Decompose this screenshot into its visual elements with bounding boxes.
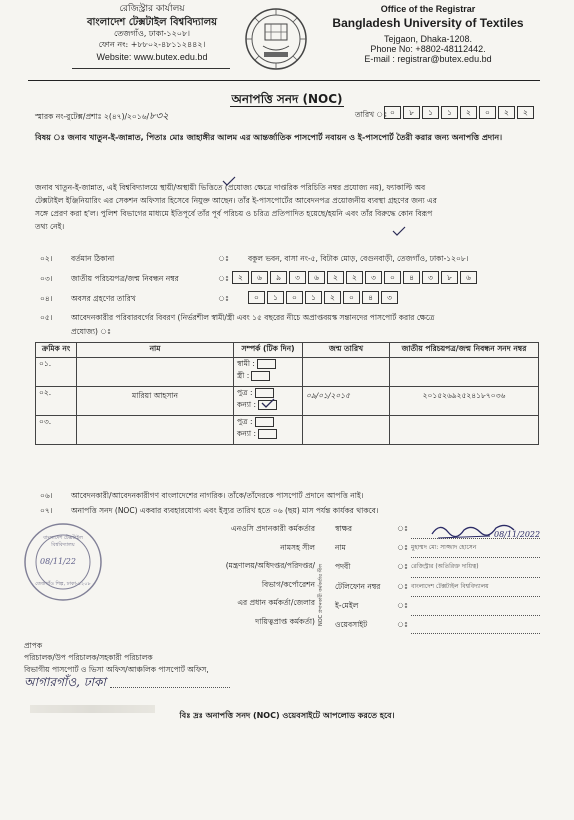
sign-colon: ঃ xyxy=(397,601,409,610)
office-bn: রেজিস্ট্রার কার্যালয় xyxy=(119,4,185,14)
sign-field-label: স্বাক্ষর xyxy=(335,524,352,533)
digit-box: ৩ xyxy=(422,271,439,284)
memo-number: স্মারক নং-বুটেক্স/প্রশাঃ ২(৪৭)/২০১৬/ xyxy=(35,112,150,121)
digit-box: ১ xyxy=(267,291,284,304)
relation-checkbox[interactable] xyxy=(258,429,277,439)
relation-label: কন্যা : xyxy=(237,429,256,438)
digit-box: ৩ xyxy=(289,271,306,284)
stamp-line: বাংলাদেশ টেক্সটাইল xyxy=(43,535,83,541)
field-label-family: আবেদনকারীর পরিবারবর্গের বিবরণ (নির্ভরশীল স্বামী/স্ত্রী এবং ১৫ বছরের নীচে অপ্রাপ্তবয়স্ক সন্তানদের পাসপোর্ট করার ক্ষেত্রে xyxy=(71,313,435,322)
field-num: ০৩। xyxy=(40,274,53,283)
tick-mark-icon xyxy=(222,176,236,186)
sign-left-label: এর প্রধান কর্মকর্তা/জেলার xyxy=(237,598,315,607)
sign-field-value xyxy=(411,616,540,635)
digit-box: ৩ xyxy=(381,291,398,304)
body-paragraph xyxy=(35,181,545,233)
sign-left-labels xyxy=(150,520,315,631)
cell-relation xyxy=(234,358,303,387)
body-line: সঙ্গে প্রেরণ করা হ'ল। পুলিশ বিভাগের মাধ্যমে ইতিপূর্বে তাঁর পূর্ব পরিচয় ও চরিত্র প্রতিপাদিত হয়েছে/হয়নি এবং তাঁর বিরুদ্ধে কোন বিরূপ xyxy=(35,209,433,218)
university-bn: বাংলাদেশ টেক্সটাইল বিশ্ববিদ্যালয় xyxy=(86,17,218,28)
stamp-text xyxy=(26,535,100,549)
digit-box: ০ xyxy=(479,106,496,119)
field-label-family-2: প্রযোজ্য) ঃ xyxy=(71,327,112,336)
cell-relation xyxy=(234,387,303,416)
phone-bn: ফোন নং: +৮৮০২-৪৮১১২৪৪২। xyxy=(98,40,206,49)
stamp-line: তেজগাঁও শিল্প, ঢাকা-১২০৮ xyxy=(35,581,91,587)
vertical-seal-strip xyxy=(318,528,328,628)
subject: বিষয় ঃ জনাব খাতুন-ই-জান্নাত, পিতাঃ মোঃ জাহাঙ্গীর আলম এর আন্তর্জাতিক পাসপোর্ট নবায়ন ও ই-পাসপোর্ট তৈরী করার জন্য অনাপত্তি প্রদান। xyxy=(35,133,503,142)
body-line: টেক্সটাইল ইঞ্জিনিয়ারিং এর সেকশন অফিসার হিসেবে নিযুক্ত আছেন। তাঁর ই-পাসপোর্টের আবেদনপত্র প্রয়োজনীয় ব্যবস্থা গ্রহণের জন্য এর xyxy=(35,196,437,205)
office-en: Office of the Registrar xyxy=(380,4,476,14)
relation-checkbox[interactable] xyxy=(257,359,276,369)
item-07-text: অনাপত্তি সনদ (NOC) একবার ব্যবহারযোগ্য এবং ইস্যুর তারিখ হতে ০৬ (ছয়) মাস পর্যন্ত কার্যকর থাকবে। xyxy=(71,506,379,515)
body-line: তথ্য নেই। xyxy=(35,222,65,231)
header-left xyxy=(62,4,242,63)
cell-name: মারিয়া আহসান xyxy=(77,387,234,416)
cell-nid: ২০১৫২৬৯২৫২৪১৮৭০৩৬ xyxy=(390,387,539,416)
recipient-handwritten: আগারগাঁও, ঢাকা xyxy=(24,675,106,689)
sign-field-value: মুহাম্মদ মো: সাজ্জাদ হোসেন xyxy=(411,539,540,559)
cell-sl: ০৩. xyxy=(36,416,77,445)
cell-dob xyxy=(303,358,390,387)
relation-checkbox[interactable] xyxy=(255,417,274,427)
address-bn: তেজগাঁও, ঢাকা-১২০৮। xyxy=(113,29,191,38)
cell-dob: ০৯/০১/২০১৫ xyxy=(303,387,390,416)
digit-box: ০ xyxy=(343,291,360,304)
sign-field-value xyxy=(411,597,540,616)
sign-field-label: ওয়েবসাইট xyxy=(335,619,368,629)
digit-box: ৬ xyxy=(251,271,268,284)
digit-box: ০ xyxy=(384,271,401,284)
university-en: Bangladesh University of Textiles xyxy=(332,16,524,30)
field-sep: ঃ xyxy=(218,294,230,303)
nid-boxes xyxy=(232,271,479,284)
body-line: জনাব খাতুন-ই-জান্নাত, এই বিশ্ববিদ্যালয়ে স্থায়ী/অস্থায়ী ভিত্তিতে (প্রযোজ্য ক্ষেত্রে দাপ্তরিক পরিচিতি নম্বর প্রযোজ্য নয়), ফ্যাকাল্টি অব xyxy=(35,183,426,192)
sign-field-phone xyxy=(335,578,540,598)
website: Website: www.butex.edu.bd xyxy=(96,52,208,62)
cell-sl: ০১. xyxy=(36,358,77,387)
family-table xyxy=(35,342,539,445)
sign-left-label: বিভাগ/কর্পোরেশন xyxy=(261,579,315,589)
check-icon xyxy=(261,398,275,409)
relation-label: কন্যা : xyxy=(237,400,256,409)
phone-en: Phone No: +8802-48112442. xyxy=(370,44,486,54)
sign-colon: ঃ xyxy=(397,619,409,629)
item-06-text: আবেদনকারী/আবেদনকারীগণ বাংলাদেশের নাগরিক। তাঁকে/তাঁদেরকে পাসপোর্ট প্রদানে আপত্তি নাই। xyxy=(71,491,364,500)
cell-relation xyxy=(234,416,303,445)
cell-name xyxy=(77,358,234,387)
digit-box: ২ xyxy=(517,106,534,119)
tick-mark-icon xyxy=(392,226,406,236)
recipient-line1: পরিচালক/উপ পরিচালক/সহকারী পরিচালক xyxy=(24,653,153,662)
header-right xyxy=(318,4,538,64)
digit-box: ৩ xyxy=(365,271,382,284)
relation-label: পুত্র : xyxy=(237,417,253,426)
stamp-date: 08/11/22 xyxy=(40,557,76,566)
stamp-line: বিশ্ববিদ্যালয় xyxy=(51,542,75,548)
digit-box: ৬ xyxy=(308,271,325,284)
memo-handwritten: ৮৩২ xyxy=(149,111,169,122)
email-en: E-mail : registrar@butex.edu.bd xyxy=(364,54,492,64)
relation-checkbox[interactable] xyxy=(251,371,270,381)
digit-box: ২ xyxy=(232,271,249,284)
sign-left-label: (মন্ত্রণালয়/অধিদপ্তর/পরিদপ্তর/ xyxy=(225,561,315,570)
sign-colon: ঃ xyxy=(397,562,409,571)
recipient-dotted-line xyxy=(110,687,230,688)
digit-box: ০ xyxy=(248,291,265,304)
date-label: তারিখ ঃ xyxy=(355,110,388,119)
digit-box: ২ xyxy=(460,106,477,119)
sign-left-label: নামসহ সীল xyxy=(280,542,315,552)
item-num: ০৬। xyxy=(40,491,53,500)
field-num: ০২। xyxy=(40,254,53,263)
recipient-hand-line xyxy=(24,676,230,688)
footer-note: বিঃ দ্রঃ অনাপত্তি সনদ (NOC) ওয়েবসাইটে আপলোড করতে হবে। xyxy=(179,711,395,720)
sign-field-value: রেজিস্ট্রার (অতিরিক্ত দায়িত্ব) xyxy=(411,558,540,578)
sign-field-label: পদবী xyxy=(335,562,351,571)
item-num: ০৭। xyxy=(40,506,53,515)
date-boxes xyxy=(384,106,536,119)
col-name: নাম xyxy=(77,343,234,358)
table-row xyxy=(36,358,539,387)
field-value-address: বকুল ভবন, বাসা নং-৫, বিটাক মোড়, বেগুনবাড়ী, তেজগাঁও, ঢাকা-১২০৮। xyxy=(248,254,469,263)
sign-colon: ঃ xyxy=(397,542,409,552)
sign-colon: ঃ xyxy=(397,581,409,591)
field-num: ০৪। xyxy=(40,294,53,303)
digit-box: ২ xyxy=(346,271,363,284)
field-label-retirement: অবসর গ্রহণের তারিখ xyxy=(71,294,136,303)
digit-box: ২ xyxy=(327,271,344,284)
relation-label: স্বামী : xyxy=(237,359,255,368)
field-num: ০৫। xyxy=(40,313,53,322)
col-sl: ক্রমিক নং xyxy=(36,343,77,358)
cell-dob xyxy=(303,416,390,445)
digit-box: ০ xyxy=(286,291,303,304)
sign-field-label: ই-মেইল xyxy=(335,601,359,610)
digit-box: ১ xyxy=(305,291,322,304)
address-en: Tejgaon, Dhaka-1208. xyxy=(383,34,473,44)
table-row xyxy=(36,387,539,416)
vertical-seal-text: NOC প্রদানকারী কর্মকর্তার সীল xyxy=(318,563,324,626)
memo-line xyxy=(35,109,169,126)
sign-field-designation xyxy=(335,558,540,578)
cell-name xyxy=(77,416,234,445)
field-sep: ঃ xyxy=(218,274,230,283)
university-logo xyxy=(243,6,309,72)
sign-field-website xyxy=(335,616,540,635)
digit-box: ৮ xyxy=(403,106,420,119)
col-relation: সম্পর্ক (টিক দিন) xyxy=(234,343,303,358)
recipient-line2: বিভাগীয় পাসপোর্ট ও ভিসা অফিস/আঞ্চলিক পাসপোর্ট অফিস, xyxy=(24,665,209,674)
digit-box: ৪ xyxy=(362,291,379,304)
cell-sl: ০২. xyxy=(36,387,77,416)
digit-box: ১ xyxy=(441,106,458,119)
sign-field-value: বাংলাদেশ টেক্সটাইল বিশ্ববিদ্যালয় xyxy=(411,578,540,598)
table-header-row xyxy=(36,343,539,358)
sign-left-label: এনওসি প্রদানকারী কর্মকর্তার xyxy=(230,524,315,533)
relation-label: স্ত্রী : xyxy=(237,371,250,380)
digit-box: ৬ xyxy=(460,271,477,284)
digit-box: ৪ xyxy=(403,271,420,284)
sign-left-label: দায়িত্বপ্রাপ্ত কর্মকর্তা) xyxy=(255,616,315,626)
digit-box: ২ xyxy=(498,106,515,119)
header-left-rule xyxy=(72,68,230,69)
cell-nid xyxy=(390,416,539,445)
handwritten-signature xyxy=(430,520,540,542)
recipient-to: প্রাপক xyxy=(24,641,43,650)
retirement-boxes xyxy=(248,291,400,304)
digit-box: ২ xyxy=(324,291,341,304)
header-divider xyxy=(28,80,540,81)
relation-label: পুত্র : xyxy=(237,388,253,397)
col-dob: জন্ম তারিখ xyxy=(303,343,390,358)
sign-field-label: টেলিফোন নম্বর xyxy=(335,581,381,591)
field-label-nid: জাতীয় পরিচয়পত্র/জন্ম নিবন্ধন নম্বর xyxy=(71,274,179,283)
digit-box: ০ xyxy=(384,106,401,119)
digit-box: ৮ xyxy=(441,271,458,284)
col-nid: জাতীয় পরিচয়পত্র/জন্ম নিবন্ধন সনদ নম্বর xyxy=(390,343,539,358)
digit-box: ৯ xyxy=(270,271,287,284)
digit-box: ১ xyxy=(422,106,439,119)
relation-checkbox[interactable] xyxy=(255,388,274,398)
signature-date: 08/11/2022 xyxy=(494,530,541,539)
sign-field-label: নাম xyxy=(335,542,346,552)
page-title: অনাপত্তি সনদ (NOC) xyxy=(231,92,343,106)
official-round-stamp xyxy=(22,521,104,603)
sign-colon: ঃ xyxy=(397,524,409,533)
cell-nid xyxy=(390,358,539,387)
table-row xyxy=(36,416,539,445)
recipient-block xyxy=(24,640,230,688)
relation-checkbox-checked[interactable] xyxy=(258,400,277,410)
field-label-address: বর্তমান ঠিকানা xyxy=(71,254,115,263)
field-sep: ঃ xyxy=(218,254,230,263)
sign-field-email xyxy=(335,597,540,616)
